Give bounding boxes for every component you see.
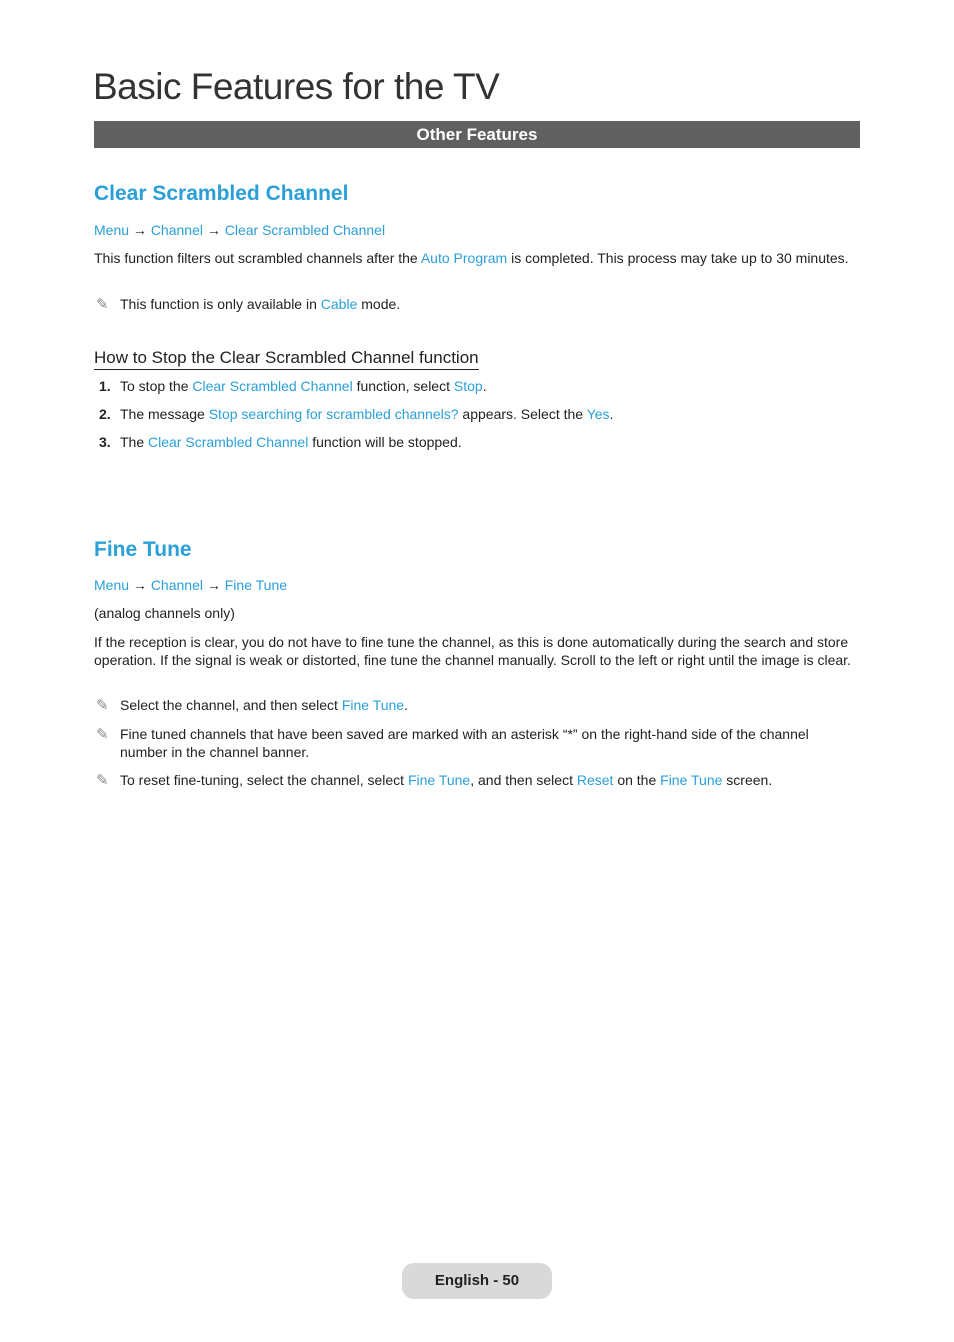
stop-step bbox=[94, 434, 860, 452]
pencil-icon: ✎ bbox=[96, 726, 109, 743]
note-text: To reset fine-tuning, select the channel, select Fine Tune, and then select Reset on the Fine Tune screen. bbox=[120, 772, 773, 788]
path-channel: Channel bbox=[150, 222, 203, 238]
clear-scrambled-heading: Clear Scrambled Channel bbox=[94, 182, 349, 205]
note-text: Fine tuned channels that have been saved are marked with an asterisk “*” on the right-hand side of the channel number in the channel banner. bbox=[120, 726, 809, 760]
fine-tune-scope: (analog channels only) bbox=[94, 605, 235, 621]
step-text: To stop the Clear Scrambled Channel function, select Stop. bbox=[120, 378, 487, 394]
path-item: Fine Tune bbox=[224, 577, 288, 593]
path-arrow: → bbox=[129, 222, 151, 238]
fine-tune-note bbox=[94, 697, 860, 715]
fine-tune-description: If the reception is clear, you do not have to fine tune the channel, as this is done automatically during the search and store operation. If the signal is weak or distorted, fine tune the channel manually. Scroll to the left or right until the image is clear. bbox=[94, 634, 851, 668]
clear-scrambled-note bbox=[94, 296, 860, 314]
step-number: 2. bbox=[99, 406, 111, 422]
pencil-icon: ✎ bbox=[96, 772, 109, 789]
note-text: Select the channel, and then select Fine Tune. bbox=[120, 697, 408, 713]
stop-step bbox=[94, 378, 860, 396]
auto-program-ref: Auto Program bbox=[420, 250, 508, 266]
step-number: 1. bbox=[99, 378, 111, 394]
pencil-icon: ✎ bbox=[96, 296, 109, 313]
fine-tune-heading: Fine Tune bbox=[94, 538, 192, 561]
path-arrow: → bbox=[202, 577, 225, 593]
path-channel: Channel bbox=[150, 577, 203, 593]
pencil-icon: ✎ bbox=[96, 697, 109, 714]
step-text: The Clear Scrambled Channel function will be stopped. bbox=[120, 434, 462, 450]
stop-step bbox=[94, 406, 860, 424]
page-title: Basic Features for the TV bbox=[93, 66, 500, 107]
path-arrow: → bbox=[202, 222, 225, 238]
desc-text: is completed. This process may take up to 30 minutes. bbox=[507, 250, 849, 266]
note-text: This function is only available in Cable mode. bbox=[120, 296, 401, 312]
fine-tune-menu-path bbox=[94, 577, 860, 595]
clear-scrambled-description bbox=[94, 250, 860, 268]
step-number: 3. bbox=[99, 434, 111, 450]
cable-ref: Cable bbox=[320, 296, 358, 312]
clear-scrambled-menu-path bbox=[94, 222, 860, 240]
path-menu: Menu bbox=[94, 222, 130, 238]
step-text: The message Stop searching for scrambled channels? appears. Select the Yes. bbox=[120, 406, 614, 422]
path-arrow: → bbox=[129, 577, 151, 593]
path-menu: Menu bbox=[94, 577, 130, 593]
path-item: Clear Scrambled Channel bbox=[224, 222, 386, 238]
desc-text: This function filters out scrambled channels after the bbox=[94, 250, 421, 266]
fine-tune-note bbox=[94, 772, 860, 790]
section-header-bar: Other Features bbox=[94, 121, 860, 148]
stop-function-heading: How to Stop the Clear Scrambled Channel function bbox=[94, 348, 479, 370]
page-number-badge: English - 50 bbox=[402, 1263, 552, 1299]
fine-tune-note bbox=[94, 726, 860, 761]
